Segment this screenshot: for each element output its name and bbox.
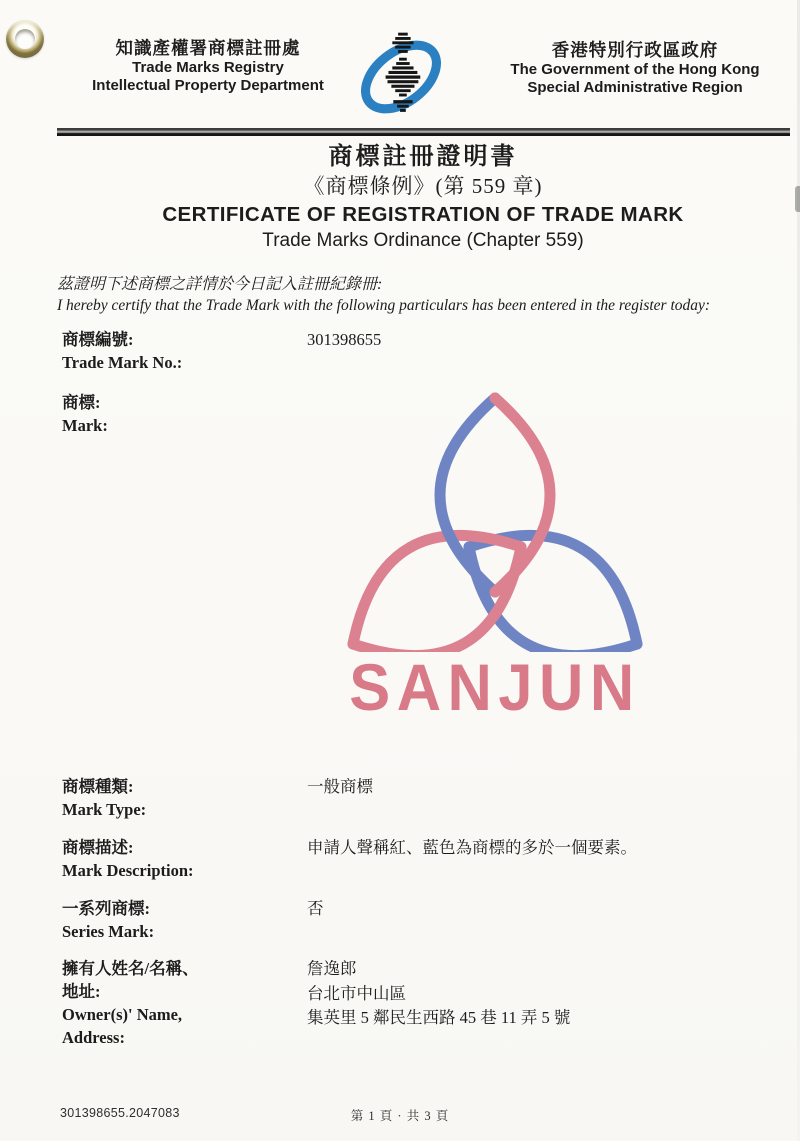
issuer-block [88,38,328,95]
grommet-eyelet-icon [6,20,44,58]
trefoil-mark-icon [343,390,647,652]
field-mark-description [62,836,782,886]
certify-statement-cn: 茲證明下述商標之詳情於今日記入註冊紀錄冊: [57,276,383,293]
mark-word: SANJUN [349,650,641,724]
issuer-name-cn: 知識產權署商標註冊處 [115,38,301,58]
grommet-hole [15,29,35,49]
field-label-en: Mark Description: [62,861,194,880]
leaf-br-lower-arc [469,547,637,652]
field-owner [62,957,782,1057]
field-series-mark [62,897,782,947]
header-divider-rule [57,128,790,136]
ipd-logo-icon [348,26,454,128]
owner-address-line2: 集英里 5 鄰民生西路 45 巷 11 弄 5 號 [307,1008,571,1027]
field-label-cn: 商標種類: [62,777,134,796]
trade-mark-image [330,390,660,722]
owner-label-cn-line1: 擁有人姓名/名稱、 [62,959,199,978]
title-block [40,142,800,253]
field-label-cn: 商標編號: [62,330,134,349]
certify-statement-en: I hereby certify that the Trade Mark with the following particulars has been entered in the register today: [57,297,711,314]
leaf-top-right-arc [495,398,550,592]
field-label-en: Series Mark: [62,922,155,941]
issuer-name-en-line1: Trade Marks Registry [132,59,284,77]
government-name-en-line1: The Government of the Hong Kong [510,61,760,79]
document-reference: 301398655.2047083 [60,1106,180,1120]
mark-type-value: 一般商標 [307,777,373,796]
owner-label-cn-line2: 地址: [62,982,101,1001]
page-number: 第 1 頁 · 共 3 頁 [350,1109,450,1123]
field-label-cn: 一系列商標: [62,899,150,918]
mark-description-value: 申請人聲稱紅、藍色為商標的多於一個要素。 [307,838,637,857]
owner-label-en-line1: Owner(s)' Name, [62,1005,183,1024]
ordinance-en: Trade Marks Ordinance (Chapter 559) [262,230,584,251]
government-name-en-line2: Special Administrative Region [527,79,743,97]
field-label-en: Mark: [62,416,108,435]
title-en: CERTIFICATE OF REGISTRATION OF TRADE MARK [162,203,684,226]
ordinance-cn: 《商標條例》(第 559 章) [303,174,543,198]
field-trade-mark-no [62,328,782,378]
certify-statement [57,274,777,316]
owner-address-line1: 台北市中山區 [307,983,406,1003]
owner-name-value: 詹逸郎 [307,959,357,978]
leaf-bl-lower-arc [353,547,521,652]
government-name-cn: 香港特別行政區政府 [551,40,719,60]
leaf-top-left-arc [440,398,495,592]
field-mark-type [62,775,782,825]
issuer-name-en-line2: Intellectual Property Department [92,77,324,95]
owner-label-en-line2: Address: [62,1028,125,1047]
series-mark-value: 否 [307,899,324,918]
field-label-cn: 商標描述: [62,838,134,857]
field-label-en: Mark Type: [62,800,147,819]
government-block [476,40,794,97]
trade-mark-no-value: 301398655 [307,330,382,349]
field-label-en: Trade Mark No.: [62,353,183,372]
field-label-cn: 商標: [62,393,101,412]
title-cn: 商標註冊證明書 [328,144,518,170]
